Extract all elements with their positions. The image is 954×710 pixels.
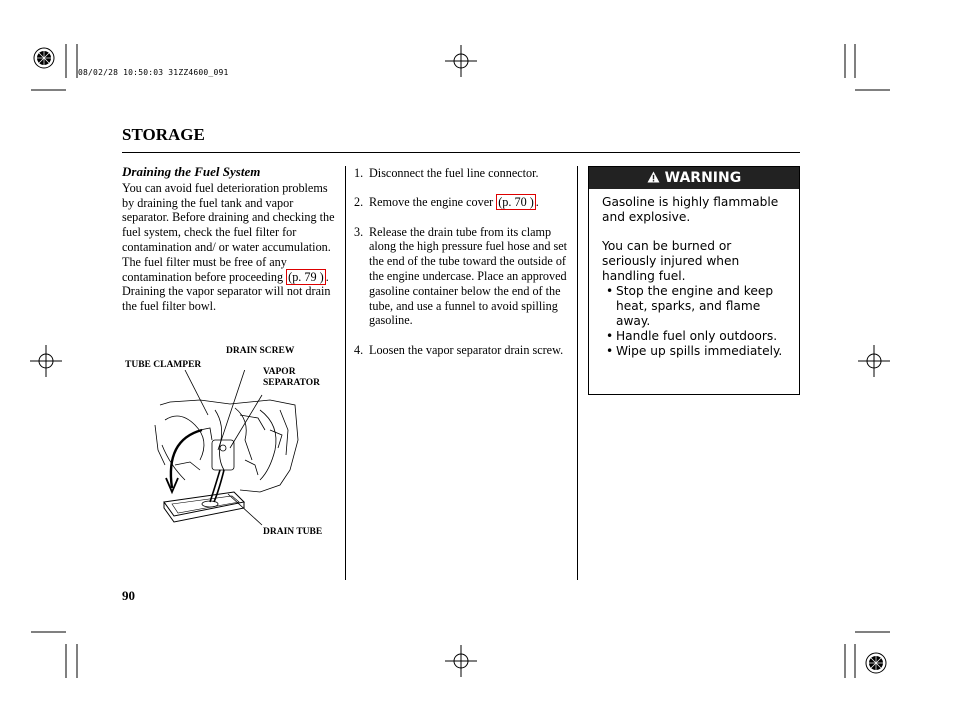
page-number: 90 <box>122 588 135 603</box>
warning-bullet: • Handle fuel only outdoors. <box>602 329 789 344</box>
warning-bullet: • Stop the engine and keep heat, sparks, and flame away. <box>602 284 789 329</box>
warning-list <box>602 284 789 359</box>
step-1 <box>354 166 568 181</box>
warning-paragraph: Gasoline is highly flammable and explosive. <box>602 195 779 224</box>
label-line: VAPOR <box>263 367 296 377</box>
section-title: STORAGE <box>122 125 205 144</box>
label-drain-tube: DRAIN TUBE <box>263 527 323 537</box>
procedure-steps <box>354 166 568 372</box>
step-text: Loosen the vapor separator drain screw. <box>369 342 564 357</box>
warning-title: WARNING <box>664 170 742 186</box>
label-drain-screw: DRAIN SCREW <box>226 346 295 356</box>
body-text-part: . Draining the vapor separator will not drain the fuel filter bowl. <box>122 269 331 314</box>
step-text: . <box>535 195 539 210</box>
page-reference-link[interactable]: (p. 70 ) <box>498 195 534 210</box>
draining-section <box>122 165 336 314</box>
step-text: Disconnect the fuel line connector. <box>369 166 539 180</box>
warning-triangle-icon <box>647 171 660 183</box>
step-text: Remove the engine cover <box>369 195 497 210</box>
print-timestamp: 08/02/28 10:50:03 31ZZ4600_091 <box>78 68 229 77</box>
body-text <box>122 181 336 314</box>
step-4 <box>354 343 568 358</box>
step-text: Release the drain tube from its clamp along the high pressure fuel hose and set the end of the tube toward the outside of the engine undercase. Place an approved gasoline container below the end of the tube, and use a funnel to avoid spilling gasoline. <box>369 224 567 328</box>
step-number: 1. <box>354 166 364 180</box>
page-reference-link[interactable]: (p. 79 ) <box>288 269 324 284</box>
step-number: 2. <box>354 195 364 210</box>
warning-paragraph: You can be burned or seriously injured when handling fuel. <box>602 239 740 283</box>
column-divider-2 <box>577 166 578 580</box>
step-2 <box>354 195 568 210</box>
section-heading: Draining the Fuel System <box>122 164 261 179</box>
column-divider-1 <box>345 166 346 580</box>
warning-box <box>588 166 800 395</box>
step-3 <box>354 225 568 329</box>
warning-bullet: • Wipe up spills immediately. <box>602 344 789 359</box>
label-tube-clamper: TUBE CLAMPER <box>125 360 202 370</box>
label-line: SEPARATOR <box>263 378 321 388</box>
engine-illustration <box>140 370 340 530</box>
title-rule <box>122 152 800 153</box>
warning-header <box>589 167 799 189</box>
step-number: 4. <box>354 342 364 357</box>
warning-body <box>589 189 799 359</box>
body-text-part: You can avoid fuel deterioration problems by draining the fuel tank and vapor separator. Before draining and checking the fuel system, check the fuel filter for contamination and/ or water accumulation. The fuel filter must be free of any contamination before proceeding <box>122 180 335 284</box>
step-number: 3. <box>354 224 364 239</box>
